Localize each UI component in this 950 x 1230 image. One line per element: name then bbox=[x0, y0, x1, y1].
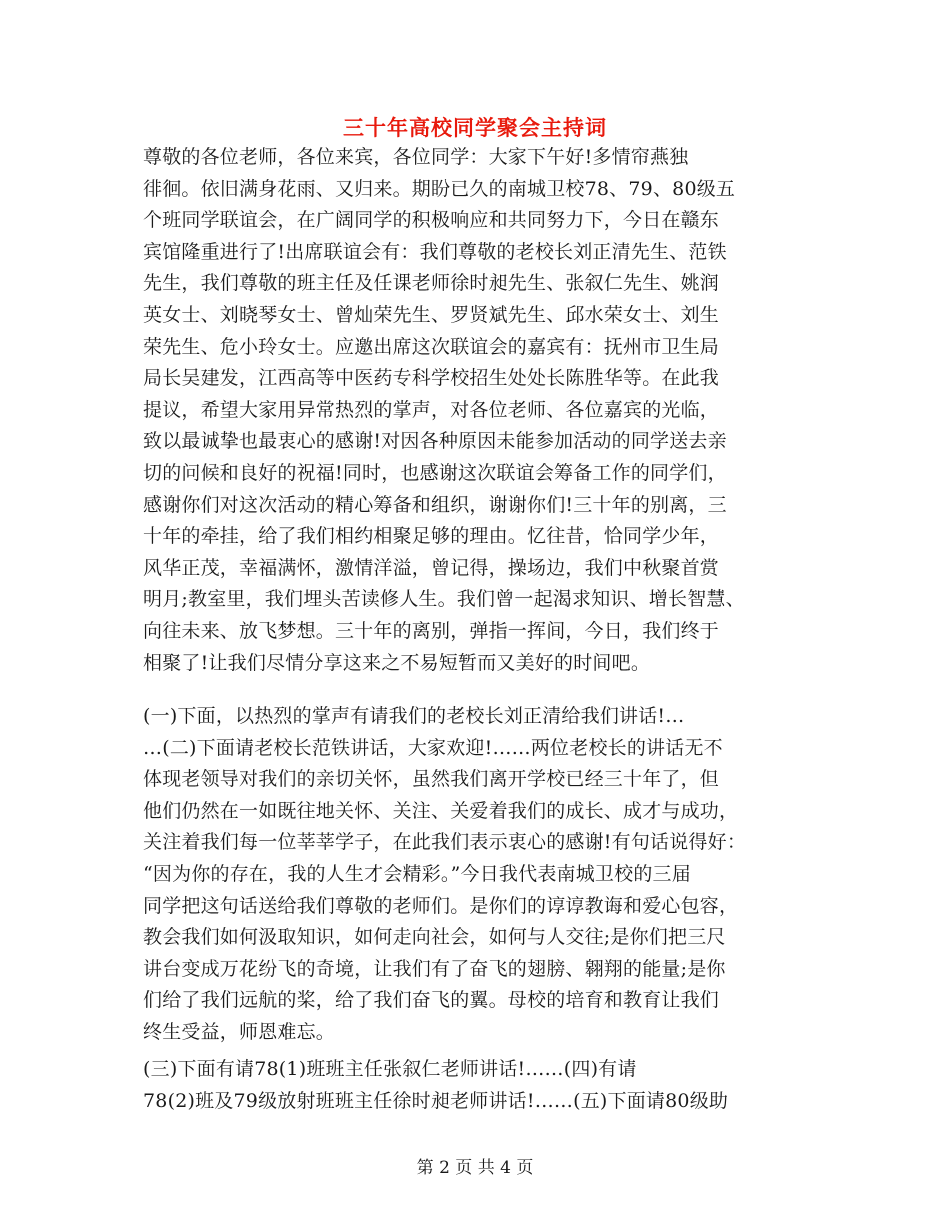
text-line: 们给了我们远航的桨，给了我们奋飞的翼。母校的培育和教育让我们 bbox=[143, 989, 720, 1012]
text-line: 徘徊。依旧满身花雨、又归来。期盼已久的南城卫校78、79、80级五 bbox=[143, 177, 736, 200]
text-line: 讲台变成万花纷飞的奇境，让我们有了奋飞的翅膀、翱翔的能量;是你 bbox=[143, 957, 726, 980]
text-line: 局长吴建发，江西高等中医药专科学校招生处处长陈胜华等。在此我 bbox=[143, 367, 720, 390]
text-line: 个班同学联谊会，在广阔同学的积极响应和共同努力下，今日在赣东 bbox=[143, 209, 720, 232]
text-line: 78(2)班及79级放射班班主任徐时昶老师讲话!……(五)下面请80级助 bbox=[143, 1089, 729, 1112]
text-line: 向往未来、放飞梦想。三十年的离别，弹指一挥间，今日，我们终于 bbox=[143, 619, 720, 642]
text-line: 切的问候和良好的祝福!同时，也感谢这次联谊会筹备工作的同学们， bbox=[143, 461, 727, 484]
text-line: 教会我们如何汲取知识，如何走向社会，如何与人交往;是你们把三尺 bbox=[143, 926, 726, 949]
text-line: 先生，我们尊敬的班主任及任课老师徐时昶先生、张叙仁先生、姚润 bbox=[143, 272, 720, 295]
text-line: 提议，希望大家用异常热烈的掌声，对各位老师、各位嘉宾的光临， bbox=[143, 398, 720, 421]
text-line: 相聚了!让我们尽情分享这来之不易短暂而又美好的时间吧。 bbox=[143, 651, 651, 674]
paragraph-1 bbox=[143, 142, 813, 679]
text-line: 英女士、刘晓琴女士、曾灿荣先生、罗贤斌先生、邱水荣女士、刘生 bbox=[143, 303, 720, 326]
text-line: 他们仍然在一如既往地关怀、关注、关爱着我们的成长、成才与成功， bbox=[143, 799, 739, 822]
text-line: 关注着我们每一位莘莘学子，在此我们表示衷心的感谢!有句话说得好： bbox=[143, 831, 747, 854]
text-line: 终生受益，师恩难忘。 bbox=[143, 1020, 336, 1043]
text-line: “因为你的存在，我的人生才会精彩。”今日我代表南城卫校的三届 bbox=[143, 862, 691, 885]
text-line: 明月;教室里，我们埋头苦读修人生。我们曾一起渴求知识、增长智慧、 bbox=[143, 588, 745, 611]
text-line: 感谢你们对这次活动的精心筹备和组织，谢谢你们!三十年的别离，三 bbox=[143, 493, 727, 516]
paragraph-3 bbox=[143, 1054, 813, 1117]
text-line: 致以最诚挚也最衷心的感谢!对因各种原因未能参加活动的同学送去亲 bbox=[143, 430, 727, 453]
text-line: (一)下面，以热烈的掌声有请我们的老校长刘正清给我们讲话!… bbox=[143, 705, 685, 727]
document-title: 三十年高校同学聚会主持词 bbox=[343, 115, 607, 140]
text-line: 荣先生、危小玲女士。应邀出席这次联谊会的嘉宾有：抚州市卫生局 bbox=[143, 335, 720, 358]
page-number-footer: 第 2 页 共 4 页 bbox=[416, 1158, 534, 1178]
text-line: 同学把这句话送给我们尊敬的老师们。是你们的谆谆教诲和爱心包容， bbox=[143, 894, 739, 917]
text-line: (三)下面有请78(1)班班主任张叙仁老师讲话!……(四)有请 bbox=[143, 1058, 637, 1080]
text-line: …(二)下面请老校长范铁讲话，大家欢迎!……两位老校长的讲话无不 bbox=[143, 736, 723, 759]
text-line: 十年的牵挂，给了我们相约相聚足够的理由。忆往昔，恰同学少年， bbox=[143, 525, 720, 548]
text-line: 尊敬的各位老师，各位来宾，各位同学：大家下午好!多情帘燕独 bbox=[143, 146, 689, 168]
text-line: 体现老领导对我们的亲切关怀，虽然我们离开学校已经三十年了，但 bbox=[143, 768, 720, 791]
text-line: 风华正茂，幸福满怀，激情洋溢，曾记得，操场边，我们中秋聚首赏 bbox=[143, 556, 720, 579]
paragraph-2 bbox=[143, 701, 813, 1049]
text-line: 宾馆隆重进行了!出席联谊会有：我们尊敬的老校长刘正清先生、范铁 bbox=[143, 240, 727, 263]
